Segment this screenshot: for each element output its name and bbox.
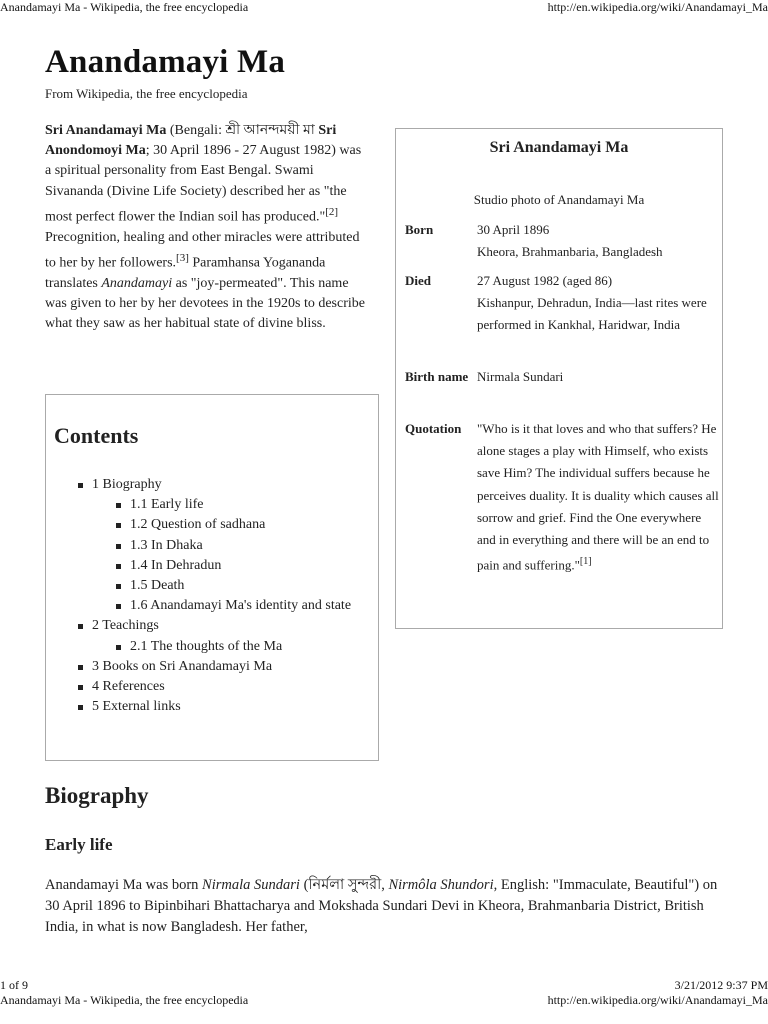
toc-item[interactable]	[76, 495, 376, 515]
intro-text-1: ; 30 April 1896 - 27 August 1982) was a spiritual personality from East Bengal. Swami Sivananda (Divine Life Society) described her as "the most perfect flower the Indian soil has produced."	[45, 143, 362, 225]
intro-paragraph	[45, 121, 367, 334]
bullet-icon	[78, 665, 83, 670]
infobox-label: Quotation	[405, 421, 462, 436]
toc-list	[76, 475, 376, 717]
intro-bengali: শ্রী আনন্দময়ী মা	[225, 123, 315, 138]
toc-item[interactable]	[76, 616, 376, 636]
infobox-caption: Studio photo of Anandamayi Ma	[473, 192, 645, 207]
quotation-text: "Who is it that loves and who that suffers? He alone stages a play with Himself, who exists save Him? The individual suffers because he perceives duality. It is duality which causes all sorrow and grief. Find the One everywhere and in everything and there will be an end to pain and suffering."	[477, 421, 719, 573]
toc-item[interactable]	[76, 515, 376, 535]
infobox	[395, 128, 723, 629]
infobox-label: Born	[405, 222, 434, 237]
bullet-icon	[78, 685, 83, 690]
toc-item[interactable]	[76, 536, 376, 556]
intro-name: Sri Anandamayi Ma	[45, 123, 167, 138]
toc-title: Contents	[54, 423, 139, 448]
bullet-icon	[116, 564, 121, 569]
page-subtitle: From Wikipedia, the free encyclopedia	[45, 86, 248, 101]
toc-item[interactable]	[76, 556, 376, 576]
intro-text-2: Precognition, healing and other miracles were attributed to her by her followers.	[45, 229, 360, 271]
bullet-icon	[116, 544, 121, 549]
toc-item[interactable]	[76, 697, 376, 717]
toc-item-label[interactable]: 1.4 In Dehradun	[130, 557, 222, 573]
toc-item[interactable]	[76, 657, 376, 677]
toc-item[interactable]	[76, 576, 376, 596]
infobox-label: Birth name	[405, 369, 469, 384]
paragraph-italic: Nirmôla Shundori	[388, 877, 494, 893]
paragraph-text: Anandamayi Ma was born	[45, 877, 203, 893]
page-title: Anandamayi Ma	[45, 44, 286, 80]
toc-item-label[interactable]: 1.3 In Dhaka	[130, 537, 203, 553]
ref-link-3[interactable]: [3]	[176, 251, 189, 264]
table-of-contents	[45, 394, 379, 761]
toc-item[interactable]	[76, 596, 376, 616]
section-heading-biography: Biography	[45, 783, 149, 808]
infobox-value: 27 August 1982 (aged 86) Kishanpur, Dehradun, India—last rites were performed in Kankhal, Haridwar, India	[477, 273, 707, 333]
page-number: 1 of 9	[0, 978, 28, 992]
toc-item-label[interactable]: 2.1 The thoughts of the Ma	[130, 638, 283, 654]
intro-text-4: as "joy-permeated". This name was given to her by her devotees in the 1920s to describe what they saw as her habitual state of divine bliss.	[45, 275, 365, 332]
intro-italic: Anandamayi	[101, 275, 173, 291]
intro-name-alt: Sri Anondomoyi Ma	[45, 123, 337, 159]
print-footer-2	[0, 993, 768, 1007]
subsection-heading-early-life: Early life	[45, 835, 113, 854]
bullet-icon	[116, 645, 121, 650]
paragraph-italic: Nirmala Sundari	[202, 877, 300, 893]
early-life-paragraph	[45, 875, 735, 938]
infobox-title: Sri Anandamayi Ma	[489, 139, 629, 156]
toc-item-label[interactable]: 4 References	[92, 679, 165, 695]
paragraph-bengali: (নির্মলা সুন্দরী,	[299, 877, 389, 893]
toc-item[interactable]	[76, 677, 376, 697]
bullet-icon	[116, 604, 121, 609]
toc-item[interactable]	[76, 637, 376, 657]
toc-item-label[interactable]: 1.5 Death	[130, 578, 185, 594]
footer-title: Anandamayi Ma - Wikipedia, the free encyclopedia	[0, 993, 249, 1007]
ref-link-1[interactable]: [1]	[579, 556, 592, 568]
toc-item-label[interactable]: 1.6 Anandamayi Ma's identity and state	[130, 598, 352, 614]
toc-item-label[interactable]: 3 Books on Sri Anandamayi Ma	[92, 658, 273, 674]
bullet-icon	[116, 503, 121, 508]
infobox-value: 30 April 1896 Kheora, Brahmanbaria, Bangladesh	[477, 222, 663, 260]
bullet-icon	[116, 523, 121, 528]
bullet-icon	[78, 624, 83, 629]
bullet-icon	[116, 584, 121, 589]
ref-link-2[interactable]: [2]	[325, 205, 339, 218]
infobox-label: Died	[405, 273, 431, 288]
intro-bengali-prefix: (Bengali:	[166, 123, 226, 138]
infobox-value	[477, 418, 722, 577]
paragraph-text: , English: "Immaculate, Beautiful") on 30 April 1896 to Bipinbihari Bhattacharya and Mokshada Sundari Devi in Kheora, Brahmanbaria District, British India, in what is now Bangladesh. Her father,	[45, 877, 718, 935]
toc-item-label[interactable]: 5 External links	[92, 699, 181, 715]
toc-item-label[interactable]: 1.1 Early life	[130, 497, 204, 513]
print-datetime: 3/21/2012 9:37 PM	[674, 978, 768, 992]
toc-item-label[interactable]: 2 Teachings	[92, 618, 159, 634]
print-footer	[0, 978, 768, 992]
footer-url[interactable]: http://en.wikipedia.org/wiki/Anandamayi_Ma	[547, 993, 768, 1007]
print-header	[0, 0, 768, 14]
header-title: Anandamayi Ma - Wikipedia, the free encyclopedia	[0, 0, 249, 14]
header-url[interactable]: http://en.wikipedia.org/wiki/Anandamayi_Ma	[547, 0, 768, 14]
infobox-value: Nirmala Sundari	[477, 369, 564, 384]
toc-item[interactable]	[76, 475, 376, 495]
toc-item-label[interactable]: 1.2 Question of sadhana	[130, 517, 266, 533]
bullet-icon	[78, 705, 83, 710]
intro-text-3: Paramhansa Yogananda translates	[45, 255, 326, 291]
toc-item-label[interactable]: 1 Biography	[92, 477, 162, 492]
bullet-icon	[78, 483, 83, 488]
